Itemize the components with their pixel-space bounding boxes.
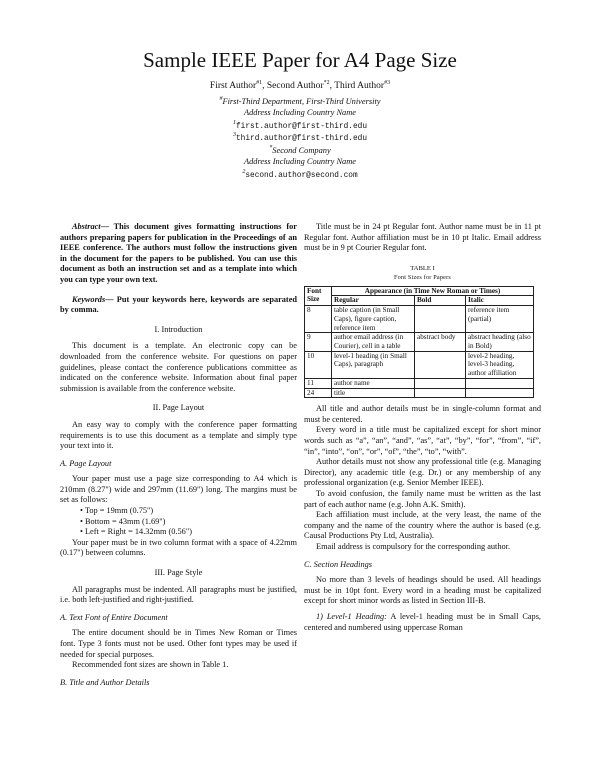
section-heading: II. Page Layout — [152, 403, 205, 413]
paragraph: To avoid confusion, the family name must be written as the last part of each author name (e.g. John A.K. Smith). — [304, 488, 541, 509]
table-cell: 11 — [305, 378, 332, 388]
table-cell: table caption (in Small Caps), figure caption, reference item — [332, 306, 415, 333]
author-name: Second Author — [266, 81, 324, 91]
keywords — [60, 295, 297, 316]
author-sup: *2 — [323, 79, 330, 86]
aff-sup: # — [219, 96, 223, 103]
paragraph: Your paper must be in two column format with a space of 4.22mm (0.17") between columns. — [60, 537, 297, 558]
subsection-heading: B. Title and Author Details — [60, 677, 150, 687]
author-separator: , — [262, 81, 267, 91]
table-cell — [415, 351, 466, 378]
table-cell: 10 — [305, 351, 332, 378]
table-cell — [415, 306, 466, 333]
email-line — [0, 132, 600, 145]
header-text: Size — [307, 295, 320, 304]
table-row — [305, 388, 534, 398]
author-name: First Author — [209, 81, 257, 91]
header-text: Font — [307, 286, 322, 295]
table-header-cell: Bold — [415, 296, 466, 306]
table-cell: author name — [332, 378, 415, 388]
table-cell: level-2 heading, level-3 heading, author affiliation — [466, 351, 534, 378]
keywords-text: — Put your keywords here, keywords are separated by comma. — [60, 294, 297, 315]
left-column — [60, 222, 297, 693]
paragraph: Author details must not show any professional title (e.g. Managing Director), any academic title (e.g. Dr.) or any membership of any professional organization (e.g. Senior Member IEEE). — [304, 457, 541, 488]
abstract-dash: — — [100, 222, 109, 231]
affiliation-address: Address Including Country Name — [243, 157, 357, 166]
paragraph: This document is a template. An electronic copy can be downloaded from the conference website. For questions on paper guidelines, please contact the conference publications committee as indicated on the conference website. Information about final paper submission is available from the conference website. — [60, 341, 297, 393]
table-header-row — [305, 286, 534, 296]
email-text: first.author@first-third.edu — [235, 123, 367, 131]
paragraph: All title and author details must be in single-column format and must be centered. — [304, 404, 541, 424]
aff-text: First-Third Department, First-Third University — [222, 97, 381, 106]
subsection-heading: C. Section Headings — [304, 559, 372, 569]
paragraph: Title must be in 24 pt Regular font. Author name must be in 11 pt Regular font. Author affiliation must be in 10 pt Italic. Email address must be in 9 pt Courier Regular font. — [304, 222, 541, 253]
paragraph: Email address is compulsory for the corresponding author. — [316, 541, 511, 551]
subsection-heading: A. Page Layout — [60, 458, 112, 468]
paragraph: All paragraphs must be indented. All paragraphs must be justified, i.e. both left-justified and right-justified. — [60, 584, 297, 605]
list-item: • Bottom = 43mm (1.69") — [80, 517, 297, 528]
table-caption: TABLE I — [410, 264, 435, 272]
table-header-cell: Appearance (in Time New Roman or Times) — [332, 286, 534, 296]
table-cell: 8 — [305, 306, 332, 333]
keywords-label: Keywords — [72, 294, 106, 304]
list-item: • Top = 19mm (0.75") — [80, 506, 297, 517]
author-sup: #1 — [256, 79, 263, 86]
table-header-cell — [305, 286, 332, 305]
table-cell: title — [332, 388, 415, 398]
table-cell: 24 — [305, 388, 332, 398]
table-header-cell: Regular — [332, 296, 415, 306]
right-column — [304, 222, 541, 633]
subsection-heading: A. Text Font of Entire Document — [60, 612, 168, 622]
paragraph: The entire document should be in Times New Roman or Times font. Type 3 fonts must not be used. Other font types may be used if needed for special purposes. — [60, 628, 297, 659]
paragraph: Each affiliation must include, at the very least, the name of the company and the name of the country where the author is based (e.g. Causal Productions Pty Ltd, Australia). — [304, 510, 541, 541]
table-cell: 9 — [305, 333, 332, 351]
email-sup: 2 — [242, 169, 246, 176]
abstract — [60, 222, 297, 286]
email-sup: 1 — [232, 120, 236, 127]
author-line — [0, 80, 600, 92]
table-cell: abstract body — [415, 333, 466, 351]
affiliation-company — [0, 145, 600, 156]
paragraph: Your paper must use a page size corresponding to A4 which is 210mm (8.27") wide and 297mm (11.69") long. The margins must be set as follows: — [60, 474, 297, 505]
abstract-text: This document gives formatting instructions for authors preparing papers for publication in the Proceedings of an IEEE conference. The authors must follow the instructions given in the document for the papers to be published. You can use this document as both an instruction set and as a template into which you can type your own text. — [60, 222, 297, 284]
table-row — [305, 351, 534, 378]
email-text: third.author@first-third.edu — [235, 135, 367, 143]
table-subcaption: Font Sizes for Papers — [394, 273, 451, 281]
paragraph: Recommended font sizes are shown in Table 1. — [72, 660, 229, 670]
email-sup: 3 — [232, 132, 236, 139]
table-header-cell: Italic — [466, 296, 534, 306]
aff-sup: * — [269, 145, 273, 152]
paragraph: Every word in a title must be capitalized except for short minor words such as “a”, “an”, “and”, “as”, “at”, “by”, “for”, “from”, “if”, “in”, “into”, “on”, “or”, “of”, “the”, “to”, “with”. — [304, 425, 541, 456]
author-sup: #3 — [384, 79, 391, 86]
paragraph — [304, 612, 541, 633]
email-text: second.author@second.com — [245, 172, 358, 180]
section-heading: I. Introduction — [154, 324, 203, 334]
paragraph: An easy way to comply with the conference paper formatting requirements is to use this document as a template and simply type your text into it. — [60, 419, 297, 451]
abstract-label: Abstract — [72, 222, 101, 231]
paragraph-text: A level-1 heading must be in Small Caps, centered and numbered using uppercase Roman — [304, 611, 541, 632]
font-size-table — [304, 286, 534, 398]
affiliation-address: Address Including Country Name — [243, 108, 357, 117]
table-cell: reference item (partial) — [466, 306, 534, 333]
table-cell — [415, 378, 466, 388]
table-row — [305, 333, 534, 351]
table-cell — [466, 388, 534, 398]
margin-list — [60, 506, 297, 538]
table-row — [305, 306, 534, 333]
affiliation-dept — [0, 96, 600, 107]
table-cell: abstract heading (also in Bold) — [466, 333, 534, 351]
table-cell: author email address (in Courier), cell in a table — [332, 333, 415, 351]
email-line — [0, 169, 600, 182]
author-separator: , — [329, 81, 335, 91]
table-cell — [415, 388, 466, 398]
paper-title: Sample IEEE Paper for A4 Page Size — [143, 48, 457, 72]
heading-label: 1) Level-1 Heading: — [316, 611, 387, 621]
section-heading: III. Page Style — [154, 568, 203, 578]
list-item: • Left = Right = 14.32mm (0.56") — [80, 527, 297, 538]
table-row — [305, 378, 534, 388]
table-header-row — [305, 296, 534, 306]
table-cell — [466, 378, 534, 388]
author-name: Third Author — [334, 81, 385, 91]
paragraph: No more than 3 levels of headings should be used. All headings must be in 10pt font. Every word in a heading must be capitalized except for short minor words as listed in Section III-B. — [304, 575, 541, 606]
aff-text: Second Company — [272, 146, 331, 155]
table-cell: level-1 heading (in Small Caps), paragraph — [332, 351, 415, 378]
